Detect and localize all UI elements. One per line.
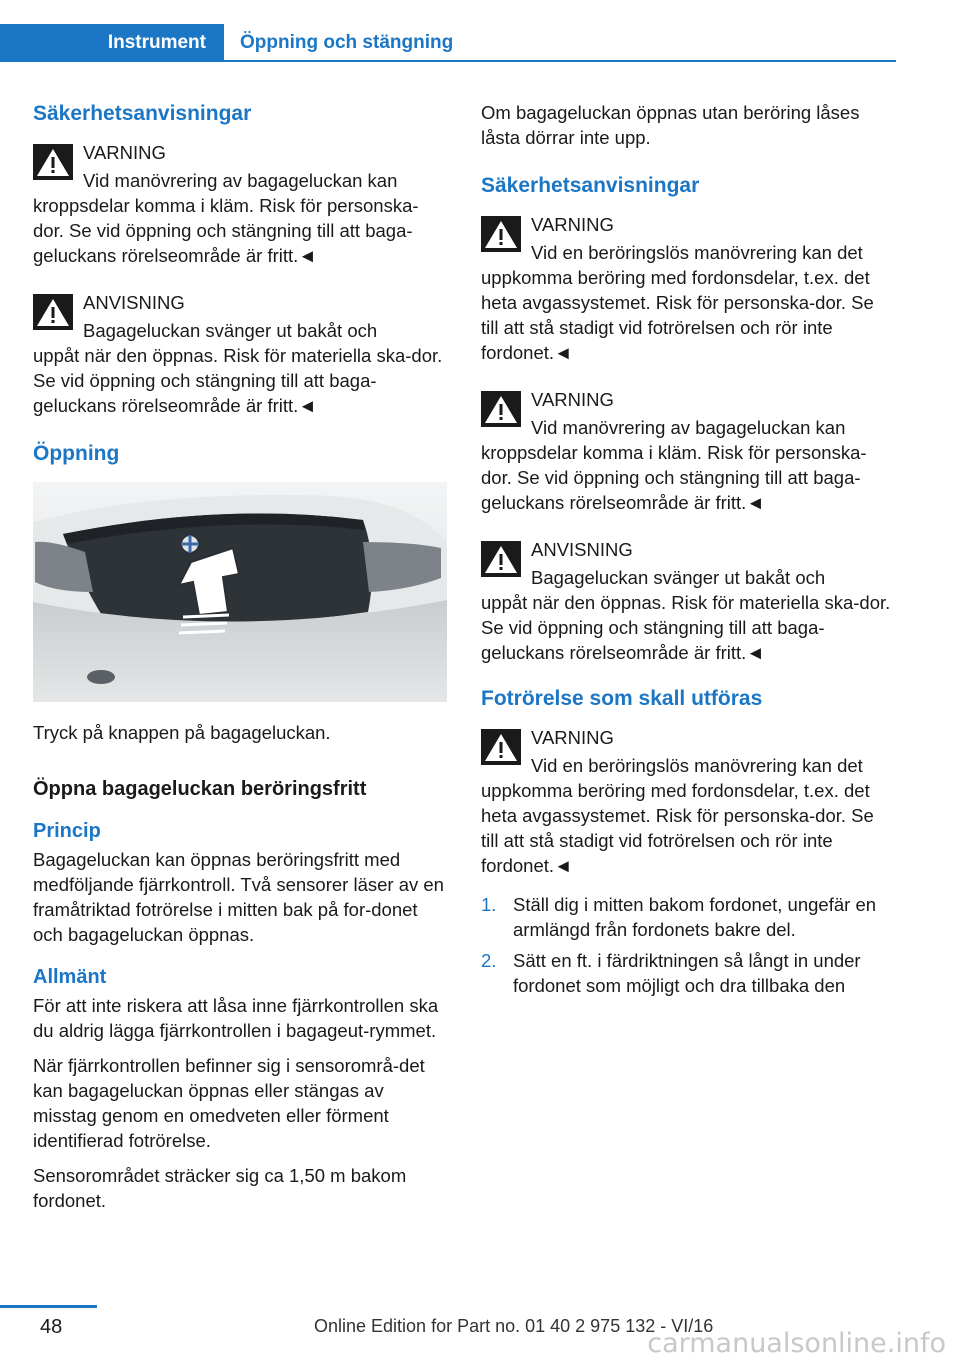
intro-text: Om bagageluckan öppnas utan beröring låses låsta dörrar inte upp. <box>481 102 860 148</box>
notice-lead: Bagageluckan svänger ut bakåt och <box>83 320 378 341</box>
warning-title: VARNING <box>83 142 166 163</box>
warning-title: VARNING <box>531 389 614 410</box>
header-divider <box>224 60 896 62</box>
right-column <box>481 100 895 1004</box>
notice-block <box>481 535 895 665</box>
warning-lead: Vid en beröringslös manövrering kan det <box>531 755 863 776</box>
motion-heading: Fotrörelse som skall utföras <box>481 687 763 710</box>
trunk-button-photo <box>33 482 447 702</box>
touchfree-heading: Öppna bagageluckan beröringsfritt <box>33 778 367 800</box>
page-number: 48 <box>40 1316 63 1338</box>
warning-lead: Vid manövrering av bagageluckan kan <box>83 170 398 191</box>
opening-heading: Öppning <box>33 442 120 465</box>
tab-opening-closing[interactable]: Öppning och stängning <box>240 32 454 53</box>
warning-body: kroppsdelar komma i kläm. Risk för personska-dor. Se vid öppning och stängning till att baga-geluckans rörelseområde är fritt.◄ <box>33 195 419 266</box>
step-text: Sätt en ft. i färdriktningen så långt in under fordonet som möjligt och dra tillbaka den <box>513 950 861 996</box>
notice-block <box>33 288 447 418</box>
watermark: carmanualsonline.info <box>647 1328 946 1359</box>
step-number: 2. <box>481 950 497 971</box>
photo-caption: Tryck på knappen på bagageluckan. <box>33 722 331 743</box>
warning-lead: Vid en beröringslös manövrering kan det <box>531 242 863 263</box>
notice-body: uppåt när den öppnas. Risk för materiella ska-dor. Se vid öppning och stängning till att baga-geluckans rörelseområde är fritt.◄ <box>481 592 891 663</box>
warning-block <box>481 723 895 878</box>
footer-accent-line <box>0 1305 97 1308</box>
general-paragraph: Sensorområdet sträcker sig ca 1,50 m bakom fordonet. <box>33 1165 407 1211</box>
warning-body: kroppsdelar komma i kläm. Risk för personska-dor. Se vid öppning och stängning till att baga-geluckans rörelseområde är fritt.◄ <box>481 442 867 513</box>
notice-body: uppåt när den öppnas. Risk för materiella ska-dor. Se vid öppning och stängning till att baga-geluckans rörelseområde är fritt.◄ <box>33 345 443 416</box>
notice-title: ANVISNING <box>83 292 185 313</box>
warning-block <box>33 138 447 268</box>
notice-lead: Bagageluckan svänger ut bakåt och <box>531 567 826 588</box>
general-heading: Allmänt <box>33 966 107 988</box>
edition-text: Online Edition for Part no. 01 40 2 975 132 - VI/16 <box>314 1316 714 1336</box>
general-paragraph: För att inte riskera att låsa inne fjärrkontrollen ska du aldrig lägga fjärrkontrollen i bagageut-rymmet. <box>33 995 439 1041</box>
warning-triangle-icon <box>481 391 521 427</box>
tab-instrument[interactable]: Instrument <box>0 24 224 62</box>
general-paragraph: När fjärrkontrollen befinner sig i sensorområ-det kan bagageluckan öppnas eller stängas av misstag genom en omedveten eller förment identifierad fotrörelse. <box>33 1055 425 1151</box>
list-item <box>481 892 895 942</box>
page-header <box>0 0 960 64</box>
warning-body: uppkomma beröring med fordonsdelar, t.ex. det heta avgassystemet. Risk för personska-dor. Se till att stå stadigt vid fotrörelsen och rör inte fordonet.◄ <box>481 780 874 876</box>
warning-triangle-icon <box>33 294 73 330</box>
warning-triangle-icon <box>481 541 521 577</box>
warning-lead: Vid manövrering av bagageluckan kan <box>531 417 846 438</box>
list-item <box>481 948 895 998</box>
left-column <box>33 100 447 1223</box>
notice-title: ANVISNING <box>531 539 633 560</box>
warning-block <box>481 385 895 515</box>
principle-heading: Princip <box>33 820 101 842</box>
warning-title: VARNING <box>531 727 614 748</box>
warning-triangle-icon <box>481 216 521 252</box>
warning-block <box>481 210 895 365</box>
step-number: 1. <box>481 894 497 915</box>
principle-text: Bagageluckan kan öppnas beröringsfritt med medföljande fjärrkontroll. Två sensorer läser av en framåtriktad fotrörelse i mitten bak på for-donet och bagageluckan öppnas. <box>33 849 444 945</box>
step-text: Ställ dig i mitten bakom fordonet, ungefär en armlängd från fordonets bakre del. <box>513 894 877 940</box>
warning-title: VARNING <box>531 214 614 235</box>
safety-heading: Säkerhetsanvisningar <box>33 102 252 125</box>
warning-triangle-icon <box>481 729 521 765</box>
safety-heading: Säkerhetsanvisningar <box>481 174 700 197</box>
warning-body: uppkomma beröring med fordonsdelar, t.ex. det heta avgassystemet. Risk för personska-dor. Se till att stå stadigt vid fotrörelsen och rör inte fordonet.◄ <box>481 267 874 363</box>
step-list <box>481 892 895 998</box>
warning-triangle-icon <box>33 144 73 180</box>
